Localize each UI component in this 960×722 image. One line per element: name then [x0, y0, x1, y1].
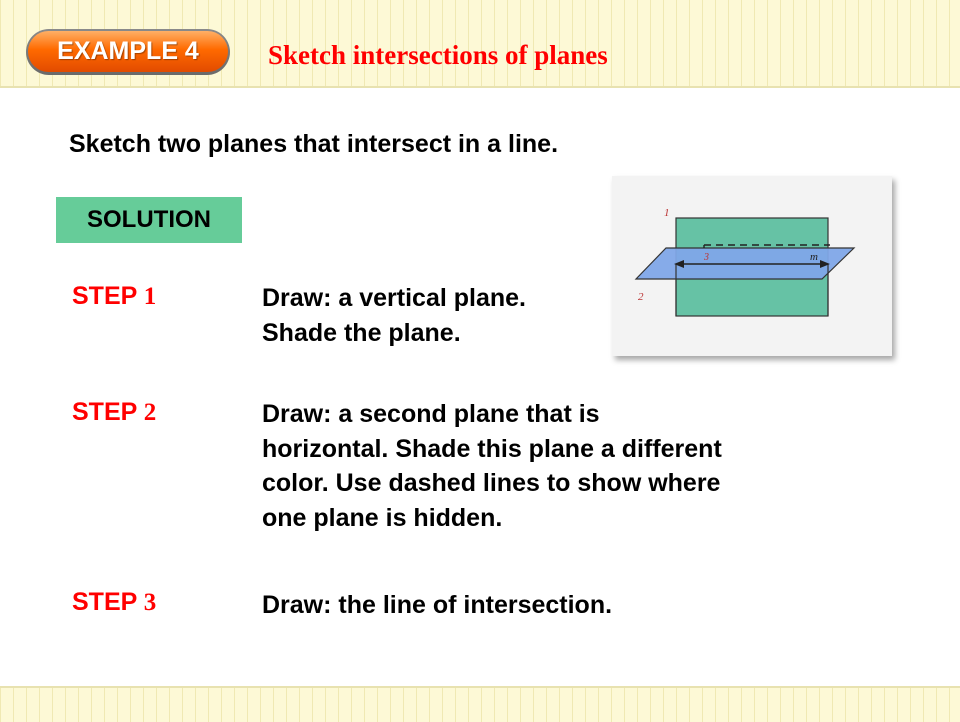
step-3-text: [262, 588, 862, 623]
step-1-word: STEP: [72, 282, 137, 310]
intersecting-planes-figure: [612, 176, 892, 356]
step-2-word: STEP: [72, 398, 137, 426]
line-m-label: m: [810, 251, 818, 263]
step-2-line: one plane is hidden.: [262, 503, 503, 532]
step-2-line: horizontal. Shade this plane a different: [262, 434, 722, 463]
problem-statement: Sketch two planes that intersect in a line.: [69, 130, 559, 158]
example-badge-label: EXAMPLE 4: [28, 31, 228, 72]
step-3-line: Draw: the line of intersection.: [262, 591, 613, 619]
line-3-label: 3: [704, 252, 709, 263]
step-2-number: 2: [143, 399, 157, 426]
step-1-label: [72, 282, 156, 311]
step-2-line: color. Use dashed lines to show where: [262, 469, 721, 497]
step-1-number: 1: [143, 283, 157, 310]
step-1-line: Shade the plane.: [262, 318, 461, 347]
solution-label: SOLUTION: [56, 197, 242, 243]
step-2-line: Draw: a second plane that is: [262, 400, 600, 428]
step-2-text: [262, 397, 862, 535]
page-title: Sketch intersections of planes: [268, 40, 608, 70]
plane-2-label: 2: [638, 291, 644, 303]
step-3-number: 3: [143, 589, 157, 616]
step-1-line: Draw: a vertical plane.: [262, 284, 527, 312]
step-3-label: [72, 588, 156, 617]
step-2-label: [72, 398, 156, 427]
example-badge: [26, 29, 230, 75]
plane-1-label: 1: [664, 207, 670, 219]
footer-band: [0, 686, 960, 722]
step-3-word: STEP: [72, 588, 137, 616]
